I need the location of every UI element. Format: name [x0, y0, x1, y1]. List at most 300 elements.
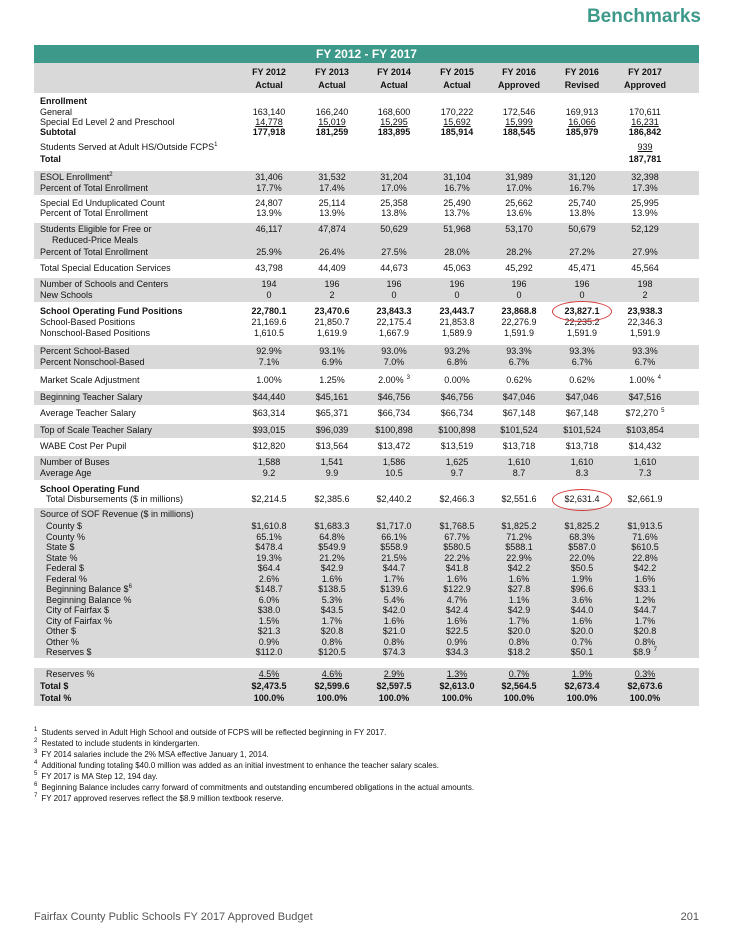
row-label: [40, 408, 136, 419]
cell-value: $587.0: [568, 542, 596, 552]
column-status: Actual: [443, 80, 471, 90]
row-label: [40, 96, 87, 107]
table-cell: [363, 392, 425, 403]
cell-value: $549.9: [318, 542, 346, 552]
table-cell: [426, 392, 488, 403]
column-header: [488, 66, 550, 92]
cell-value: $42.9: [320, 563, 344, 573]
table-cell: [238, 247, 300, 258]
table-row: [34, 521, 699, 531]
table-cell: [301, 669, 363, 680]
cell-value: $20.0: [507, 626, 531, 636]
cell-value: 1.7%: [383, 574, 405, 584]
table-cell: [551, 468, 613, 479]
table-cell: [363, 306, 425, 317]
table-cell: [363, 263, 425, 274]
cell-value: $22.5: [445, 626, 469, 636]
table-cell: [614, 468, 676, 479]
cell-value: 187,781: [628, 154, 662, 164]
cell-value: 1,591.9: [566, 328, 598, 338]
row-label-text: Subtotal: [40, 127, 76, 137]
row-label: [40, 127, 76, 138]
table-row: [34, 647, 699, 657]
cell-value: 1,625: [445, 457, 469, 467]
table-row: [34, 669, 699, 680]
table-cell: [238, 605, 300, 616]
highlight-circle: [552, 301, 612, 322]
table-cell: [488, 521, 550, 532]
row-label-text: Reduced-Price Meals: [52, 235, 139, 245]
table-cell: [551, 263, 613, 274]
cell-value: 1.2%: [634, 595, 656, 605]
row-label-text: Enrollment: [40, 96, 88, 106]
row-label: [40, 425, 152, 436]
cell-value: 0: [579, 290, 585, 300]
table-cell: [363, 408, 425, 419]
row-label: [40, 346, 130, 357]
cell-value: $42.4: [445, 605, 469, 615]
cell-value: 196: [511, 279, 527, 289]
cell-value: 168,600: [377, 107, 411, 117]
table-cell: [426, 441, 488, 452]
cell-value: $67,148: [502, 408, 536, 418]
table-cell: [488, 208, 550, 219]
cell-value: 1,610.5: [253, 328, 285, 338]
cell-value: $13,472: [377, 441, 411, 451]
table-cell: [238, 457, 300, 468]
table-row: [34, 563, 699, 573]
row-label: [40, 457, 110, 468]
footnote-marker: 7: [653, 647, 657, 653]
table-row: [34, 96, 699, 106]
table-cell: [488, 247, 550, 258]
cell-value: 3.6%: [571, 595, 593, 605]
cell-value: $47,516: [628, 392, 662, 402]
cell-value: 100.0%: [253, 693, 285, 703]
table-row: [34, 626, 699, 636]
row-label-text: Average Teacher Salary: [40, 408, 136, 418]
cell-value: $13,519: [440, 441, 474, 451]
cell-value: 7.0%: [383, 357, 405, 367]
cell-value: 17.4%: [319, 183, 345, 193]
cell-value: $34.3: [445, 647, 469, 657]
row-label: [46, 647, 92, 658]
row-label: [46, 626, 76, 637]
cell-value: $1,825.2: [564, 521, 600, 531]
cell-value: $580.5: [443, 542, 471, 552]
table-cell: [301, 279, 363, 290]
table-row: [34, 425, 699, 437]
table-cell: [363, 681, 425, 692]
table-cell: [301, 626, 363, 637]
footnote: [34, 749, 699, 760]
cell-value: 51,968: [443, 224, 471, 234]
cell-value: 45,471: [568, 263, 596, 273]
row-label-text: Reserves %: [46, 669, 95, 679]
cell-value: $44.7: [382, 563, 406, 573]
table-cell: [614, 317, 676, 328]
cell-value: 6.7%: [508, 357, 530, 367]
table-cell: [363, 542, 425, 553]
cell-value: 0: [391, 290, 397, 300]
table-cell: [551, 408, 613, 419]
table-cell: [363, 357, 425, 368]
cell-value: 25,662: [505, 198, 533, 208]
cell-value: 15,295: [380, 117, 408, 127]
cell-value: 23,443.7: [439, 306, 475, 316]
cell-value: 22.8%: [632, 553, 658, 563]
cell-value: 181,259: [315, 127, 349, 137]
cell-value: $1,768.5: [439, 521, 475, 531]
table-cell: [614, 328, 676, 339]
row-label-text: Percent School-Based: [40, 346, 130, 356]
cell-value: 100.0%: [441, 693, 473, 703]
table-cell: [488, 626, 550, 637]
table-cell: [363, 441, 425, 452]
row-label: [40, 154, 61, 165]
cell-value: 1.6%: [508, 574, 530, 584]
cell-value: 21,850.7: [314, 317, 350, 327]
cell-value: 1.9%: [571, 669, 593, 679]
cell-value: $96.6: [570, 584, 594, 594]
cell-value: 17.7%: [256, 183, 282, 193]
table-cell: [426, 127, 488, 138]
table-cell: [238, 263, 300, 274]
cell-value: 1.9%: [571, 574, 593, 584]
column-year: FY 2016: [502, 67, 536, 77]
cell-value: $112.0: [255, 647, 283, 657]
table-cell: [614, 425, 676, 436]
table-cell: [363, 247, 425, 258]
row-label-text: County $: [46, 521, 83, 531]
table-row: [34, 532, 699, 542]
cell-value: 1.1%: [508, 595, 530, 605]
cell-value: $66,734: [377, 408, 411, 418]
footnote: [34, 782, 699, 793]
cell-value: 28.0%: [444, 247, 470, 257]
table-cell: [238, 563, 300, 574]
table-cell: [426, 681, 488, 692]
table-row: [34, 693, 699, 705]
cell-value: $588.1: [505, 542, 533, 552]
cell-value: $122.9: [443, 584, 471, 594]
cell-value: 23,843.3: [376, 306, 412, 316]
table-cell: [238, 408, 300, 419]
cell-value: 0: [266, 290, 272, 300]
column-year: FY 2017: [628, 67, 662, 77]
table-cell: [426, 542, 488, 553]
table-cell: [426, 357, 488, 368]
cell-value: 93.3%: [506, 346, 532, 356]
table-cell: [614, 457, 676, 468]
table-cell: [363, 669, 425, 680]
table-row: [34, 375, 699, 388]
cell-value: $2,551.6: [501, 494, 537, 504]
table-cell: [426, 521, 488, 532]
table-cell: [238, 306, 300, 317]
cell-value: 2.6%: [258, 574, 280, 584]
cell-value: 170,222: [440, 107, 474, 117]
column-year: FY 2015: [440, 67, 474, 77]
cell-value: 100.0%: [316, 693, 348, 703]
table-row: [34, 468, 699, 479]
cell-value: 2.00%: [378, 375, 404, 385]
cell-value: 22,780.1: [251, 306, 287, 316]
cell-value: $14,432: [628, 441, 662, 451]
row-label: [40, 183, 148, 194]
cell-value: 50,629: [380, 224, 408, 234]
row-label-text: Source of SOF Revenue ($ in millions): [40, 509, 194, 519]
table-cell: [488, 290, 550, 301]
table-row: [34, 208, 699, 218]
cell-value: 44,409: [318, 263, 346, 273]
cell-value: $558.9: [380, 542, 408, 552]
cell-value: 2: [642, 290, 648, 300]
cell-value: 1,610: [507, 457, 531, 467]
table-cell: [301, 392, 363, 403]
row-label: [40, 468, 91, 479]
table-cell: [488, 441, 550, 452]
table-cell: [363, 584, 425, 595]
table-row: [34, 224, 699, 235]
column-year: FY 2014: [377, 67, 411, 77]
cell-value: 7.3: [638, 468, 652, 478]
cell-value: 27.5%: [381, 247, 407, 257]
table-cell: [426, 647, 488, 658]
cell-value: $64.4: [257, 563, 281, 573]
table-row: [34, 616, 699, 626]
row-label: [46, 669, 95, 680]
table-cell: [551, 328, 613, 339]
row-label-text: Total $: [40, 681, 69, 691]
cell-value: 8.7: [512, 468, 526, 478]
cell-value: 71.2%: [506, 532, 532, 542]
table-cell: [238, 647, 300, 658]
row-label-text: Students Eligible for Free or: [40, 224, 152, 234]
cell-value: $2,440.2: [376, 494, 412, 504]
row-label-text: Other $: [46, 626, 77, 636]
table-cell: [488, 457, 550, 468]
table-cell: [238, 392, 300, 403]
table-cell: [614, 306, 676, 317]
table-cell: [488, 681, 550, 692]
cell-value: 1.25%: [319, 375, 345, 385]
row-label-text: Percent of Total Enrollment: [40, 247, 148, 257]
footnote-text: Beginning Balance includes carry forward of commitments and outstanding encumbered obligations in the actual amounts.: [41, 783, 475, 792]
table-cell: [238, 127, 300, 138]
table-cell: [301, 346, 363, 357]
column-header: [551, 66, 613, 92]
table-cell: [488, 375, 550, 386]
cell-value: 0.7%: [508, 669, 530, 679]
table-cell: [551, 279, 613, 290]
cell-value: $65,371: [315, 408, 349, 418]
row-label-text: Other %: [46, 637, 80, 647]
table-cell: [551, 127, 613, 138]
cell-value: 22.9%: [506, 553, 532, 563]
row-label-text: Total: [40, 154, 61, 164]
cell-value: 196: [324, 279, 340, 289]
table-row: [34, 198, 699, 208]
footnote-number: 5: [34, 771, 38, 778]
footnote-number: 7: [34, 793, 38, 800]
table-cell: [426, 172, 488, 183]
cell-value: 1,586: [382, 457, 406, 467]
row-label-text: ESOL Enrollment: [40, 172, 110, 182]
footnote-marker: 4: [657, 375, 661, 381]
table-cell: [301, 247, 363, 258]
cell-value: $46,756: [377, 392, 411, 402]
cell-value: $33.1: [633, 584, 657, 594]
column-year: FY 2013: [315, 67, 349, 77]
cell-value: $2,385.6: [314, 494, 350, 504]
cell-value: $20.8: [320, 626, 344, 636]
table-cell: [363, 375, 425, 386]
table-cell: [238, 208, 300, 219]
cell-value: $50.5: [570, 563, 594, 573]
column-header: [363, 66, 425, 92]
footnote: [34, 727, 699, 738]
table-cell: [363, 328, 425, 339]
table-cell: [301, 328, 363, 339]
cell-value: 46,117: [255, 224, 283, 234]
cell-value: 15,692: [443, 117, 471, 127]
cell-value: $103,854: [626, 425, 664, 435]
row-label: [40, 279, 168, 290]
table-cell: [301, 494, 363, 505]
table-cell: [488, 563, 550, 574]
cell-value: $2,613.0: [439, 681, 475, 691]
footnote: [34, 760, 699, 771]
table-cell: [301, 425, 363, 436]
footnote-number: 3: [34, 749, 38, 756]
cell-value: $44.7: [633, 605, 657, 615]
row-label-text: WABE Cost Per Pupil: [40, 441, 127, 451]
cell-value: 183,895: [377, 127, 411, 137]
row-label-text: Nonschool-Based Positions: [40, 328, 151, 338]
cell-value: 13.8%: [569, 208, 595, 218]
table-cell: [301, 172, 363, 183]
table-row: [34, 457, 699, 468]
table-cell: [301, 521, 363, 532]
row-label: [46, 542, 75, 553]
row-label: [40, 142, 217, 153]
cell-value: 45,063: [443, 263, 471, 273]
table-cell: [551, 457, 613, 468]
cell-value: 188,545: [502, 127, 536, 137]
table-cell: [363, 183, 425, 194]
cell-value: 93.0%: [381, 346, 407, 356]
table-cell: [614, 290, 676, 301]
table-cell: [488, 425, 550, 436]
table-cell: [426, 224, 488, 235]
cell-value: 1,589.9: [441, 328, 473, 338]
row-label-text: Number of Buses: [40, 457, 110, 467]
table-cell: [551, 647, 613, 658]
cell-value: 22,346.3: [627, 317, 663, 327]
row-label-text: Federal $: [46, 563, 85, 573]
highlight-circle: [552, 489, 612, 511]
cell-value: 93.1%: [319, 346, 345, 356]
cell-value: 13.9%: [256, 208, 282, 218]
cell-value: 45,292: [505, 263, 533, 273]
cell-value: $42.9: [507, 605, 531, 615]
footnote: [34, 793, 699, 804]
cell-value: 1,610: [570, 457, 594, 467]
table-cell: [551, 392, 613, 403]
column-status: Approved: [497, 80, 540, 90]
table-cell: [426, 208, 488, 219]
cell-value: 4.5%: [258, 669, 280, 679]
cell-value: 100.0%: [503, 693, 535, 703]
row-label: [40, 290, 93, 301]
table-cell: [426, 290, 488, 301]
cell-value: 1,591.9: [503, 328, 535, 338]
table-cell: [363, 425, 425, 436]
table-cell: [426, 183, 488, 194]
row-label-text: Special Ed Unduplicated Count: [40, 198, 165, 208]
table-cell: [426, 317, 488, 328]
table-cell: [426, 626, 488, 637]
cell-value: $93,015: [252, 425, 286, 435]
footnote-text: Additional funding totaling $40.0 million was added as an initial investment to enhance the teacher salary scales.: [41, 761, 439, 770]
cell-value: $2,564.5: [501, 681, 537, 691]
cell-value: 1.5%: [258, 616, 280, 626]
cell-value: $478.4: [255, 542, 283, 552]
cell-value: $72,270: [625, 408, 659, 418]
table-title: FY 2012 - FY 2017: [34, 45, 699, 63]
cell-value: 17.0%: [381, 183, 407, 193]
cell-value: 6.0%: [258, 595, 280, 605]
table-cell: [614, 183, 676, 194]
table-cell: [238, 224, 300, 235]
table-cell: [551, 563, 613, 574]
cell-value: 185,979: [565, 127, 599, 137]
table-cell: [614, 208, 676, 219]
cell-value: $101,524: [500, 425, 538, 435]
column-status: Actual: [380, 80, 408, 90]
table-cell: [301, 693, 363, 704]
row-label: [40, 357, 145, 368]
table-cell: [488, 328, 550, 339]
cell-value: 169,913: [565, 107, 599, 117]
table-cell: [614, 494, 676, 505]
cell-value: 0.9%: [446, 637, 468, 647]
cell-value: 1,619.9: [316, 328, 348, 338]
table-cell: [301, 681, 363, 692]
cell-value: 23,827.1: [564, 306, 600, 316]
table-cell: [488, 183, 550, 194]
cell-value: 1.7%: [508, 616, 530, 626]
table-cell: [238, 521, 300, 532]
table-cell: [363, 279, 425, 290]
cell-value: 1.6%: [446, 616, 468, 626]
row-label-text: Federal %: [46, 574, 88, 584]
cell-value: 25,995: [631, 198, 659, 208]
table-row: [34, 346, 699, 357]
cell-value: 9.7: [450, 468, 464, 478]
table-cell: [301, 584, 363, 595]
table-cell: [363, 647, 425, 658]
cell-value: $47,046: [565, 392, 599, 402]
table-row: [34, 637, 699, 647]
table-cell: [238, 626, 300, 637]
footnote: [34, 771, 699, 782]
table-cell: [238, 375, 300, 386]
cell-value: $42.0: [382, 605, 406, 615]
row-label: [46, 521, 82, 532]
row-label-text: Market Scale Adjustment: [40, 375, 140, 385]
